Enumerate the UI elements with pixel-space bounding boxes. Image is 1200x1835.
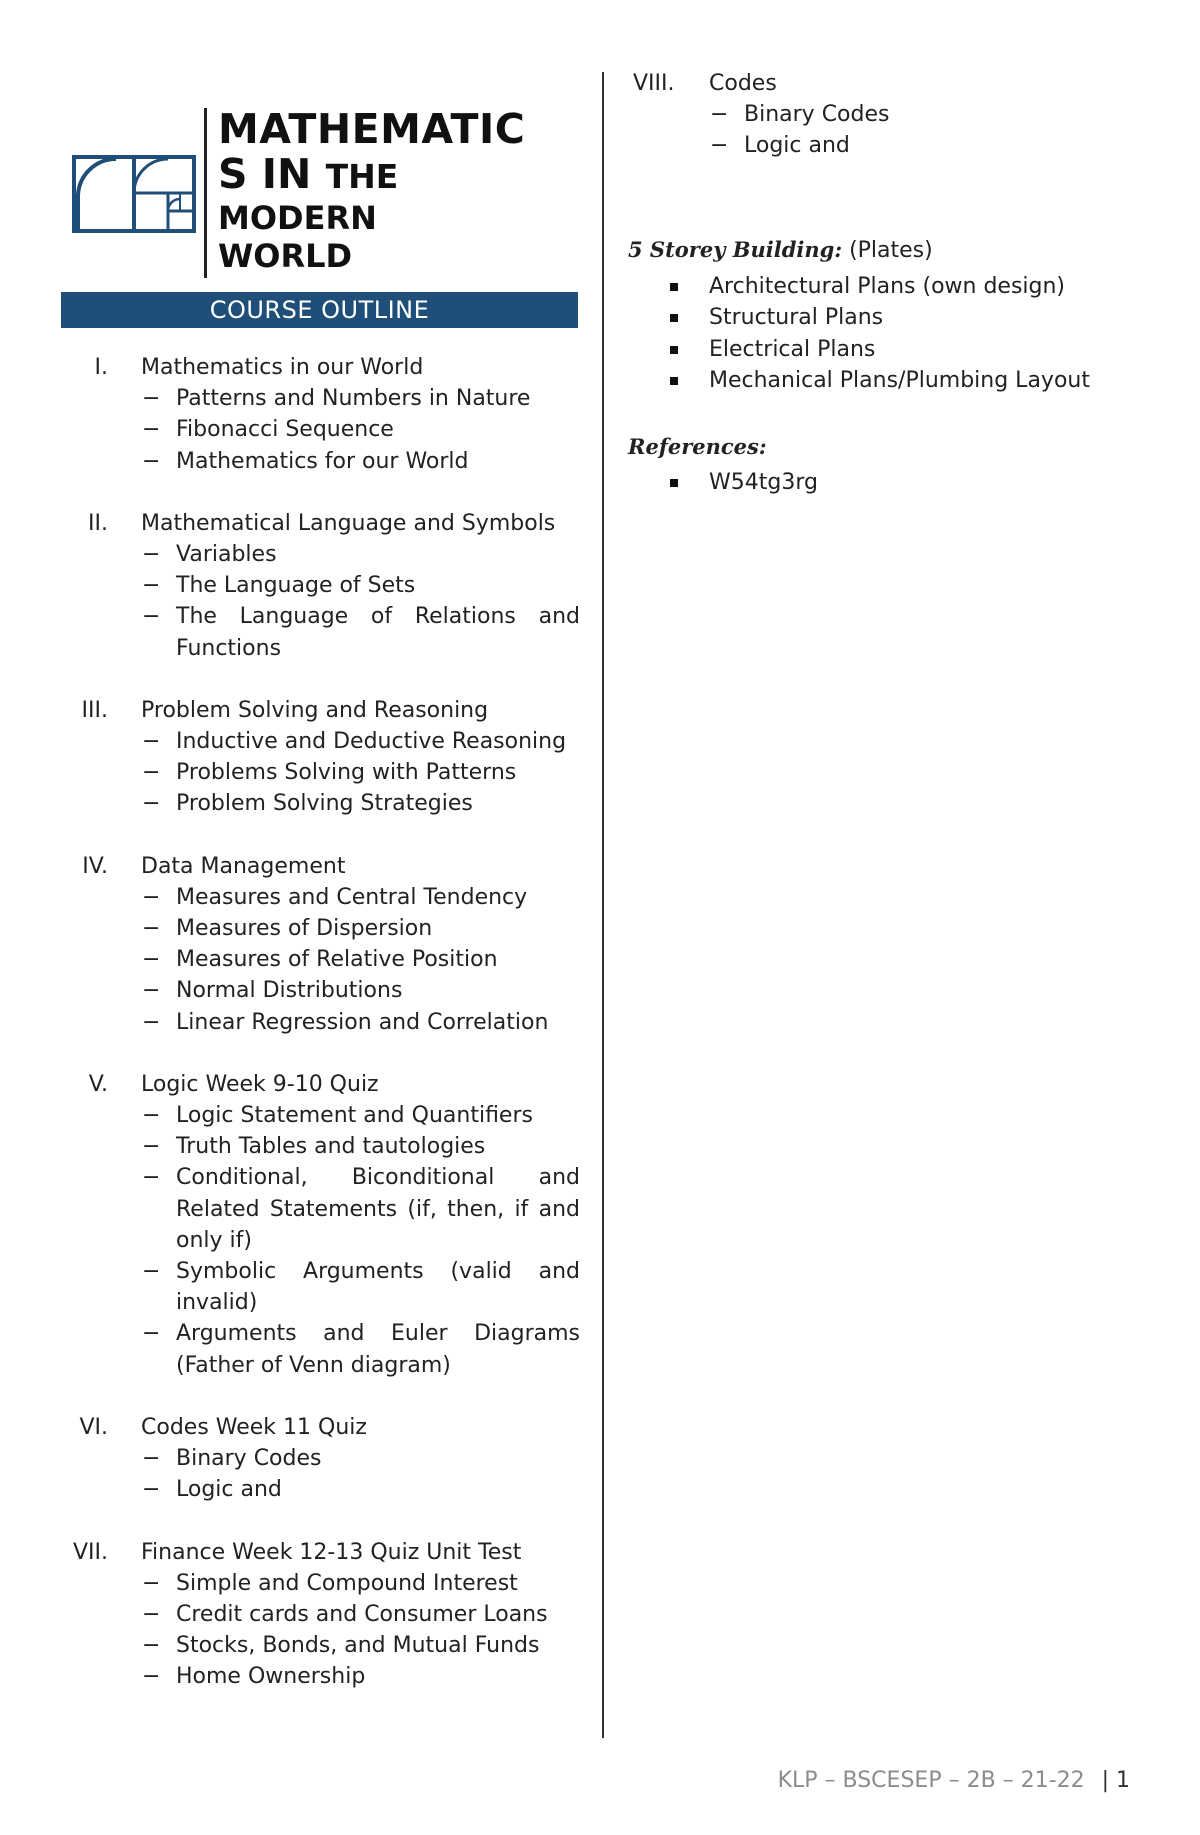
dash-bullet-icon: − <box>142 1009 161 1035</box>
list-item-text: Truth Tables and tautologies <box>176 1134 486 1160</box>
list-item-text: Conditional, Biconditional and Related Statements (if, then, if and only if) <box>176 1165 580 1253</box>
section-heading <box>628 68 1168 99</box>
dash-bullet-icon: − <box>142 542 161 568</box>
list-item <box>628 365 1168 397</box>
outline-section <box>60 695 580 820</box>
list-item <box>60 757 580 788</box>
section-title: Codes <box>709 71 777 96</box>
list-item <box>60 1162 580 1256</box>
section-numeral: VIII. <box>633 71 675 96</box>
list-item-text: Problems Solving with Patterns <box>176 760 517 786</box>
outline-section <box>60 851 580 1038</box>
dash-bullet-icon: − <box>142 1103 161 1129</box>
list-item-text: Logic and <box>176 1477 282 1503</box>
section-numeral: VII. <box>72 1539 108 1565</box>
list-item-text: Measures of Dispersion <box>176 916 433 942</box>
list-item-text: Problem Solving Strategies <box>176 791 473 817</box>
list-item-text: Credit cards and Consumer Loans <box>176 1601 548 1627</box>
dash-bullet-icon: − <box>710 133 729 159</box>
list-item-text: Linear Regression and Correlation <box>176 1009 549 1035</box>
logo-title-line-1: MATHEMATIC <box>218 105 526 153</box>
list-item <box>60 414 580 445</box>
dash-bullet-icon: − <box>142 1664 161 1690</box>
dash-bullet-icon: − <box>142 604 161 630</box>
list-item-text: Stocks, Bonds, and Mutual Funds <box>176 1633 540 1659</box>
list-item-text: Fibonacci Sequence <box>176 417 394 443</box>
section-items <box>60 882 580 1038</box>
dash-bullet-icon: − <box>142 1477 161 1503</box>
list-item <box>60 539 580 570</box>
dash-bullet-icon: − <box>710 102 729 128</box>
logo-title-line-3: MODERN <box>218 199 377 237</box>
list-item <box>60 975 580 1006</box>
dash-bullet-icon: − <box>142 1134 161 1160</box>
list-item <box>60 1318 580 1380</box>
square-bullet-icon <box>670 377 678 385</box>
section-items <box>60 383 580 477</box>
course-outline-list <box>60 352 580 1724</box>
section-numeral: IV. <box>82 853 108 879</box>
list-item <box>60 1443 580 1474</box>
list-item <box>60 570 580 601</box>
list-item <box>60 1599 580 1630</box>
dash-bullet-icon: − <box>142 1259 161 1285</box>
section-items <box>60 1443 580 1505</box>
dash-bullet-icon: − <box>142 448 161 474</box>
list-item <box>628 271 1168 303</box>
storey-building-list <box>628 271 1168 397</box>
list-item <box>60 1007 580 1038</box>
list-item-text: Binary Codes <box>744 102 890 128</box>
section-heading <box>60 1537 580 1568</box>
list-item <box>60 1630 580 1661</box>
page-number: 1 <box>1116 1768 1130 1793</box>
list-item-text: Structural Plans <box>709 305 884 331</box>
references-heading: References: <box>628 433 767 459</box>
list-item <box>628 99 1168 130</box>
dash-bullet-icon: − <box>142 1633 161 1659</box>
square-bullet-icon <box>670 283 678 291</box>
section-title: Logic Week 9-10 Quiz <box>141 1071 379 1097</box>
dash-bullet-icon: − <box>142 729 161 755</box>
dash-bullet-icon: − <box>142 417 161 443</box>
list-item-text: Arguments and Euler Diagrams (Father of Venn diagram) <box>176 1321 580 1378</box>
footer-text: KLP – BSCESEP – 2B – 21-22 <box>777 1768 1085 1793</box>
section-numeral: II. <box>88 510 108 536</box>
list-item-text: Electrical Plans <box>709 336 876 362</box>
section-title: Mathematics in our World <box>141 355 424 380</box>
logo-title-line-2: S IN THE <box>218 150 399 198</box>
storey-building-heading <box>628 234 1168 267</box>
dash-bullet-icon: − <box>142 1601 161 1627</box>
list-item-text: Binary Codes <box>176 1446 322 1472</box>
list-item <box>628 130 1168 161</box>
square-bullet-icon <box>670 479 678 487</box>
section-title: Mathematical Language and Symbols <box>141 510 556 536</box>
section-heading <box>60 695 580 726</box>
list-item-text: Variables <box>176 542 277 568</box>
section-title: Codes Week 11 Quiz <box>141 1414 367 1440</box>
list-item-text: Patterns and Numbers in Nature <box>176 386 531 412</box>
section-title: Finance Week 12-13 Quiz Unit Test <box>141 1539 522 1565</box>
dash-bullet-icon: − <box>142 884 161 910</box>
outline-section <box>60 1069 580 1381</box>
list-item-text: Inductive and Deductive Reasoning <box>176 729 567 755</box>
dash-bullet-icon: − <box>142 573 161 599</box>
section-items <box>60 539 580 664</box>
dash-bullet-icon: − <box>142 947 161 973</box>
square-bullet-icon <box>670 314 678 322</box>
list-item <box>60 1474 580 1505</box>
page-footer <box>778 1768 1130 1793</box>
list-item-text: Mathematics for our World <box>176 448 469 474</box>
list-item-text: Mechanical Plans/Plumbing Layout <box>709 368 1090 394</box>
dash-bullet-icon: − <box>142 1165 161 1191</box>
list-item <box>60 944 580 975</box>
list-item <box>60 913 580 944</box>
list-item-text: W54tg3rg <box>709 469 818 495</box>
storey-building-suffix: (Plates) <box>842 237 933 263</box>
list-item-text: Symbolic Arguments (valid and invalid) <box>176 1259 580 1316</box>
section-items <box>60 1100 580 1381</box>
column-divider <box>602 72 604 1738</box>
list-item-text: Logic and <box>744 133 850 159</box>
outline-section <box>60 1412 580 1506</box>
list-item <box>60 383 580 414</box>
list-item <box>60 446 580 477</box>
list-item <box>60 726 580 757</box>
list-item <box>60 601 580 663</box>
list-item <box>60 1100 580 1131</box>
dash-bullet-icon: − <box>142 1446 161 1472</box>
dash-bullet-icon: − <box>142 791 161 817</box>
list-item <box>60 1131 580 1162</box>
section-numeral: I. <box>94 355 108 380</box>
section-items <box>60 726 580 820</box>
logo-divider <box>204 108 207 278</box>
footer-separator: | <box>1101 1768 1109 1793</box>
dash-bullet-icon: − <box>142 1570 161 1596</box>
section-heading <box>60 352 580 383</box>
outline-section <box>60 508 580 664</box>
outline-section <box>60 1537 580 1693</box>
section-heading <box>60 1412 580 1443</box>
list-item-text: Simple and Compound Interest <box>176 1570 518 1596</box>
list-item-text: Home Ownership <box>176 1664 366 1690</box>
section-numeral: V. <box>88 1071 108 1097</box>
list-item-text: Measures and Central Tendency <box>176 884 528 910</box>
logo-title <box>218 106 525 275</box>
section-numeral: VI. <box>79 1414 108 1440</box>
right-column <box>628 68 1168 499</box>
list-item-text: Architectural Plans (own design) <box>709 273 1066 299</box>
section-heading <box>60 508 580 539</box>
dash-bullet-icon: − <box>142 978 161 1004</box>
golden-spiral-icon <box>72 155 196 233</box>
list-item <box>628 302 1168 334</box>
list-item <box>60 788 580 819</box>
dash-bullet-icon: − <box>142 760 161 786</box>
square-bullet-icon <box>670 346 678 354</box>
logo-title-line-4: WORLD <box>218 237 353 275</box>
section-heading <box>60 851 580 882</box>
section-items <box>628 99 1168 161</box>
section-items <box>60 1568 580 1693</box>
list-item <box>60 1568 580 1599</box>
list-item-text: Measures of Relative Position <box>176 947 498 973</box>
list-item <box>60 1661 580 1692</box>
list-item-text: The Language of Sets <box>176 573 416 599</box>
outline-section <box>60 352 580 477</box>
section-title: Data Management <box>141 853 346 879</box>
references-list <box>628 467 1168 499</box>
list-item-text: Normal Distributions <box>176 978 403 1004</box>
list-item-text: The Language of Relations and Functions <box>176 604 580 661</box>
list-item <box>60 882 580 913</box>
dash-bullet-icon: − <box>142 386 161 412</box>
dash-bullet-icon: − <box>142 1321 161 1347</box>
list-item-text: Logic Statement and Quantifiers <box>176 1103 533 1129</box>
section-numeral: III. <box>81 697 108 723</box>
list-item <box>60 1256 580 1318</box>
dash-bullet-icon: − <box>142 916 161 942</box>
storey-building-title: 5 Storey Building: <box>628 236 843 262</box>
section-title: Problem Solving and Reasoning <box>141 697 489 723</box>
section-heading <box>60 1069 580 1100</box>
course-outline-banner: COURSE OUTLINE <box>61 292 578 328</box>
list-item <box>628 334 1168 366</box>
list-item <box>628 467 1168 499</box>
